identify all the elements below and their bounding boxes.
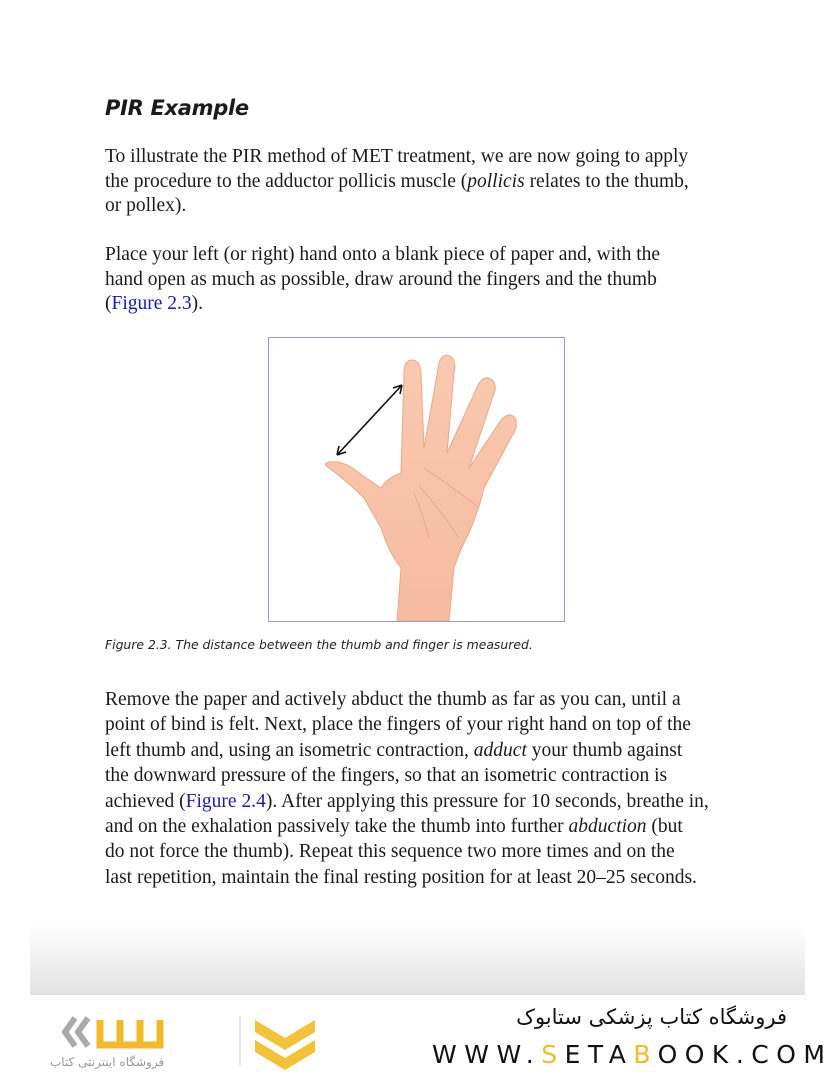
store-name: فروشگاه کتاب پزشکی ستابوک <box>516 1005 787 1029</box>
text-line <box>105 712 709 737</box>
text-line <box>105 170 689 195</box>
text-line <box>105 243 660 268</box>
text-segment: your thumb against <box>526 739 683 761</box>
url-part: ETA <box>564 1040 634 1069</box>
logo-subtitle: فروشگاه اینترنتی کتاب <box>50 1055 165 1069</box>
url-part: B <box>633 1040 658 1069</box>
text-segment: ( <box>105 293 112 315</box>
text-segment: or pollex). <box>105 195 187 217</box>
paragraph-instructions <box>105 243 660 317</box>
text-segment: ). <box>191 293 204 315</box>
text-segment: and on the exhalation passively take the thumb into further <box>105 815 569 837</box>
text-segment: relates to the thumb, <box>524 170 689 192</box>
text-segment: do not force the thumb). Repeat this sequence two more times and on the <box>105 841 675 863</box>
url-part: WWW. <box>432 1040 542 1069</box>
emphasis-text: adduct <box>473 739 527 761</box>
url-part: OOK.COM <box>657 1040 833 1069</box>
text-segment: the procedure to the adductor pollicis muscle ( <box>105 170 468 192</box>
text-segment: ). After applying this pressure for 10 seconds, breathe in, <box>265 790 709 812</box>
paragraph-procedure <box>105 687 709 890</box>
section-heading: PIR Example <box>105 96 249 120</box>
figure-link[interactable]: Figure 2.3 <box>111 293 192 315</box>
text-segment: the downward pressure of the fingers, so that an isometric contraction is <box>105 765 668 787</box>
text-segment: hand open as much as possible, draw around the fingers and the thumb <box>105 268 657 290</box>
text-line <box>105 789 709 814</box>
text-segment: To illustrate the PIR method of MET treatment, we are now going to apply <box>105 146 689 167</box>
emphasis-text: abduction <box>568 815 647 837</box>
text-line <box>105 268 660 293</box>
text-line <box>105 865 709 890</box>
footer-shadow <box>30 925 805 995</box>
emphasis-text: pollicis <box>467 170 525 192</box>
text-segment: point of bind is felt. Next, place the fingers of your right hand on top of the <box>105 714 691 736</box>
paragraph-intro <box>105 145 689 219</box>
text-line <box>105 763 709 788</box>
text-line <box>105 839 709 864</box>
text-line <box>105 145 689 170</box>
text-segment: last repetition, maintain the final resting position for at least 20–25 seconds. <box>105 866 697 888</box>
text-line <box>105 194 689 219</box>
store-url[interactable] <box>432 1040 832 1069</box>
text-segment: (but <box>646 815 683 837</box>
figure-caption: Figure 2.3. The distance between the thumb and finger is measured. <box>105 637 533 652</box>
figure-link[interactable]: Figure 2.4 <box>185 790 266 812</box>
text-line <box>105 738 709 763</box>
text-segment: left thumb and, using an isometric contraction, <box>105 739 474 761</box>
text-line <box>105 687 709 712</box>
text-segment: achieved ( <box>105 790 186 812</box>
url-part: S <box>541 1040 565 1069</box>
text-segment: Place your left (or right) hand onto a blank piece of paper and, with the <box>105 244 661 265</box>
hand-illustration-icon <box>269 338 564 621</box>
text-line <box>105 292 660 317</box>
text-segment: Remove the paper and actively abduct the thumb as far as you can, until a <box>105 689 681 710</box>
text-line <box>105 814 709 839</box>
figure-2-3 <box>268 337 565 622</box>
